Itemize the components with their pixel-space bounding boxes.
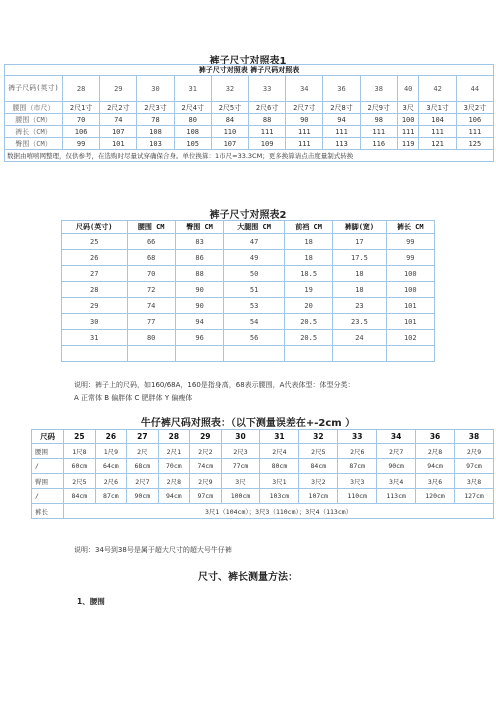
table3-note: 说明：34号到38号是属于超大尺寸的超大号牛仔裤 [74,546,232,554]
table-cell: 110cm [338,489,377,504]
column-header: 尺码 [32,430,64,444]
table-cell: 110 [211,126,248,138]
row-label: 臀围 [32,474,64,489]
table2-title: 裤子尺寸对照表2 [209,210,287,221]
table-cell: 3尺 [221,474,260,489]
table-cell: 56 [224,330,285,346]
table-cell: 103 [137,138,174,150]
table-cell: 2尺2 [190,444,221,459]
table-cell: 2尺9 [190,474,221,489]
table-cell: 3尺4 [377,474,416,489]
table-cell: 90 [175,298,223,314]
table-cell: 107cm [299,489,338,504]
size-cell: 32 [211,76,248,102]
table-cell: 104 [419,114,456,126]
table-cell: 87cm [338,459,377,474]
table-cell: 119 [397,138,419,150]
table-cell: 120cm [416,489,455,504]
table-cell: 2尺3寸 [137,102,174,114]
size-header: 30 [221,430,260,444]
table-cell: 84 [211,114,248,126]
table1-caption: 裤子尺寸对照表 裤子尺码对照表 [5,65,494,76]
row-label: 腰围（市尺） [5,102,63,114]
pants-size-table-1 [4,64,494,162]
size-cell: 28 [63,76,100,102]
table3-title-main: 牛仔裤尺码对照表： [140,418,231,429]
table-cell: 100 [386,282,434,298]
table-cell: 106 [456,114,493,126]
table-cell: 2尺9 [455,444,494,459]
size-cell: 30 [137,76,174,102]
table-cell: 68 [127,250,175,266]
table-cell: 2尺5 [64,474,95,489]
table-cell: 94cm [416,459,455,474]
table-cell: 2尺4 [260,444,299,459]
table-cell: 2尺1 [158,444,189,459]
table-cell: 111 [249,126,286,138]
table-cell: 18 [333,266,386,282]
table-cell: 2尺9寸 [360,102,397,114]
table-cell [284,346,332,362]
table-cell: 2尺7 [377,444,416,459]
table-cell: 3尺3 [338,474,377,489]
table-cell: 111 [360,126,397,138]
table-cell: 3尺1 [260,474,299,489]
row-label: / [32,459,64,474]
size-header: 33 [338,430,377,444]
column-header: 臀围 CM [175,221,223,234]
size-cell: 42 [419,76,456,102]
table-cell: 1尺8 [64,444,95,459]
table-cell: 77cm [221,459,260,474]
table-cell: 2尺1寸 [63,102,100,114]
row-label: / [32,489,64,504]
table3-hip-cm-row [32,489,494,504]
table-cell: 90 [175,282,223,298]
table-cell: 3尺 [397,102,419,114]
size-cell: 38 [360,76,397,102]
table-cell: 30 [62,314,128,330]
table-cell: 17.5 [333,250,386,266]
table-cell: 68cm [127,459,158,474]
table3-header-row [32,430,494,444]
size-header: 31 [260,430,299,444]
table-cell: 2尺 [127,444,158,459]
table-cell: 127cm [455,489,494,504]
table-cell: 2尺8寸 [323,102,360,114]
table-cell: 18 [284,250,332,266]
table-cell: 51 [224,282,285,298]
column-header: 尺码(英寸) [62,221,128,234]
size-cell: 31 [174,76,211,102]
table-cell: 2尺4寸 [174,102,211,114]
table-cell: 80cm [260,459,299,474]
column-header: 裤脚(宽) [333,221,386,234]
table-cell: 106 [63,126,100,138]
table-cell: 74 [127,298,175,314]
table-cell: 2尺6寸 [249,102,286,114]
table-cell: 94 [175,314,223,330]
table-cell: 3尺2 [299,474,338,489]
table-cell: 77 [127,314,175,330]
table-cell: 19 [284,282,332,298]
table-cell: 80 [127,330,175,346]
table-cell: 109 [249,138,286,150]
table3-hip-shi-row [32,474,494,489]
table-cell: 23.5 [333,314,386,330]
table3-title [0,414,496,429]
size-header: 26 [95,430,126,444]
table-row [62,266,435,282]
table3-length-row [32,504,494,519]
size-header: 32 [299,430,338,444]
table-cell: 25 [62,234,128,250]
table-cell: 54 [224,314,285,330]
table-cell: 125 [456,138,493,150]
table-cell: 111 [286,138,323,150]
table-cell: 99 [386,250,434,266]
section-title: 尺寸、裤长测量方法： [198,572,298,583]
table-cell: 2尺2寸 [100,102,137,114]
table-cell: 84cm [299,459,338,474]
row-label: 腰围 [32,444,64,459]
size-header: 28 [158,430,189,444]
table-cell: 70 [127,266,175,282]
column-header: 前裆 CM [284,221,332,234]
table-cell: 111 [456,126,493,138]
table-cell: 100 [397,114,419,126]
table-row [5,126,494,138]
table-cell: 102 [386,330,434,346]
table-cell: 83 [175,234,223,250]
table-cell: 80 [174,114,211,126]
size-header: 25 [64,430,95,444]
table-cell: 96 [175,330,223,346]
table1-title: 裤子尺寸对照表1 [209,56,287,67]
table-cell: 24 [333,330,386,346]
size-cell: 36 [323,76,360,102]
table-cell: 18 [333,282,386,298]
table-cell: 113cm [377,489,416,504]
table-cell: 2尺6 [338,444,377,459]
table-cell: 72 [127,282,175,298]
table-cell: 2尺8 [416,444,455,459]
table-cell: 17 [333,234,386,250]
table-cell [333,346,386,362]
table-cell: 97cm [190,489,221,504]
size-header: 36 [416,430,455,444]
size-cell: 44 [456,76,493,102]
table-cell: 111 [419,126,456,138]
table-cell: 74 [100,114,137,126]
table-cell: 107 [211,138,248,150]
table-cell: 100cm [221,489,260,504]
size-cell: 40 [397,76,419,102]
table-cell: 108 [137,126,174,138]
table-cell: 97cm [455,459,494,474]
column-header: 裤长 CM [386,221,434,234]
table-cell: 87cm [95,489,126,504]
table-cell: 113 [323,138,360,150]
table-cell: 18.5 [284,266,332,282]
size-label: 裤子尺码(英寸) [5,76,63,102]
table-cell: 90cm [127,489,158,504]
table-cell: 70 [63,114,100,126]
table1-size-row [5,76,494,102]
size-header: 29 [190,430,221,444]
table-cell: 98 [360,114,397,126]
table-cell: 3尺2寸 [456,102,493,114]
table-cell: 2尺5 [299,444,338,459]
table-cell: 66 [127,234,175,250]
size-header: 38 [455,430,494,444]
table3-title-sub: （以下测量误差在+-2cm ） [230,418,356,429]
table-cell: 49 [224,250,285,266]
table-cell: 70cm [158,459,189,474]
table-cell: 64cm [95,459,126,474]
table-row [62,250,435,266]
table-cell: 121 [419,138,456,150]
jeans-size-table [31,429,494,519]
table-cell: 2尺6 [95,474,126,489]
table-cell: 2尺3 [221,444,260,459]
table-cell: 20.5 [284,330,332,346]
column-header: 大腿围 CM [224,221,285,234]
table-cell: 23 [333,298,386,314]
table-cell: 3尺1寸 [419,102,456,114]
table-cell: 90cm [377,459,416,474]
table3-waist-shi-row [32,444,494,459]
table-cell: 100 [386,266,434,282]
table-cell: 20 [284,298,332,314]
table2-note: 说明：裤子上的尺码，如160/68A，160是指身高，68表示腰围，A代表体型：体型分类： [74,381,355,389]
table-cell: 90 [286,114,323,126]
table-cell: 116 [360,138,397,150]
length-value: 3尺1（104cm）；3尺3（110cm）；3尺4（113cm） [64,504,494,519]
table-row [62,330,435,346]
size-header: 34 [377,430,416,444]
table-cell: 2尺7寸 [286,102,323,114]
table-row [62,282,435,298]
table-cell: 18 [284,234,332,250]
table-cell: 111 [397,126,419,138]
size-cell: 29 [100,76,137,102]
table-row [5,102,494,114]
pants-size-table-2 [61,220,435,362]
table-cell: 2尺5寸 [211,102,248,114]
table-cell: 2尺8 [158,474,189,489]
table-cell: 28 [62,282,128,298]
table-cell: 94 [323,114,360,126]
table-cell: 101 [100,138,137,150]
table-row [62,234,435,250]
table-cell: 50 [224,266,285,282]
table-cell: 60cm [64,459,95,474]
table-cell: 86 [175,250,223,266]
table-row [62,314,435,330]
table-cell: 103cm [260,489,299,504]
column-header: 腰围 CM [127,221,175,234]
table-cell: 88 [249,114,286,126]
table-cell: 111 [323,126,360,138]
table-cell: 108 [174,126,211,138]
table-cell: 3尺6 [416,474,455,489]
table-cell: 31 [62,330,128,346]
body-type-legend: A 正常体 B 偏胖体 C 肥胖体 Y 偏瘦体 [74,394,193,402]
table-cell: 111 [286,126,323,138]
table-cell: 101 [386,298,434,314]
row-label: 裤长（CM） [5,126,63,138]
table-cell: 84cm [64,489,95,504]
row-label: 裤长 [32,504,64,519]
table-cell [224,346,285,362]
table-cell: 3尺8 [455,474,494,489]
table-row [5,138,494,150]
size-cell: 33 [249,76,286,102]
row-label: 臀围（CM） [5,138,63,150]
size-cell: 34 [286,76,323,102]
table-cell: 53 [224,298,285,314]
table-cell: 88 [175,266,223,282]
table1-footnote: 数据由嘻嘻网整理，仅供参考，在选购时尽量试穿确保合身。单位换算：1市尺=33.3CM；更多换算请点击度量制式转换 [5,150,494,162]
table-cell: 26 [62,250,128,266]
row-label: 腰围（CM） [5,114,63,126]
table-header-row [62,221,435,234]
table-cell: 107 [100,126,137,138]
table-cell: 74cm [190,459,221,474]
table-cell: 20.5 [284,314,332,330]
table-cell: 99 [63,138,100,150]
table-cell [62,346,128,362]
table-cell: 27 [62,266,128,282]
table-cell: 29 [62,298,128,314]
table-row [62,298,435,314]
table-cell [386,346,434,362]
table-cell: 94cm [158,489,189,504]
table-cell: 99 [386,234,434,250]
table-cell: 101 [386,314,434,330]
table-cell: 47 [224,234,285,250]
table-cell: 1尺9 [95,444,126,459]
size-header: 27 [127,430,158,444]
table-cell [127,346,175,362]
table-cell [175,346,223,362]
table-row [62,346,435,362]
table-cell: 2尺7 [127,474,158,489]
section-item: 1、腰围 [77,597,105,606]
table-cell: 78 [137,114,174,126]
table3-waist-cm-row [32,459,494,474]
table-cell: 105 [174,138,211,150]
table-row [5,114,494,126]
